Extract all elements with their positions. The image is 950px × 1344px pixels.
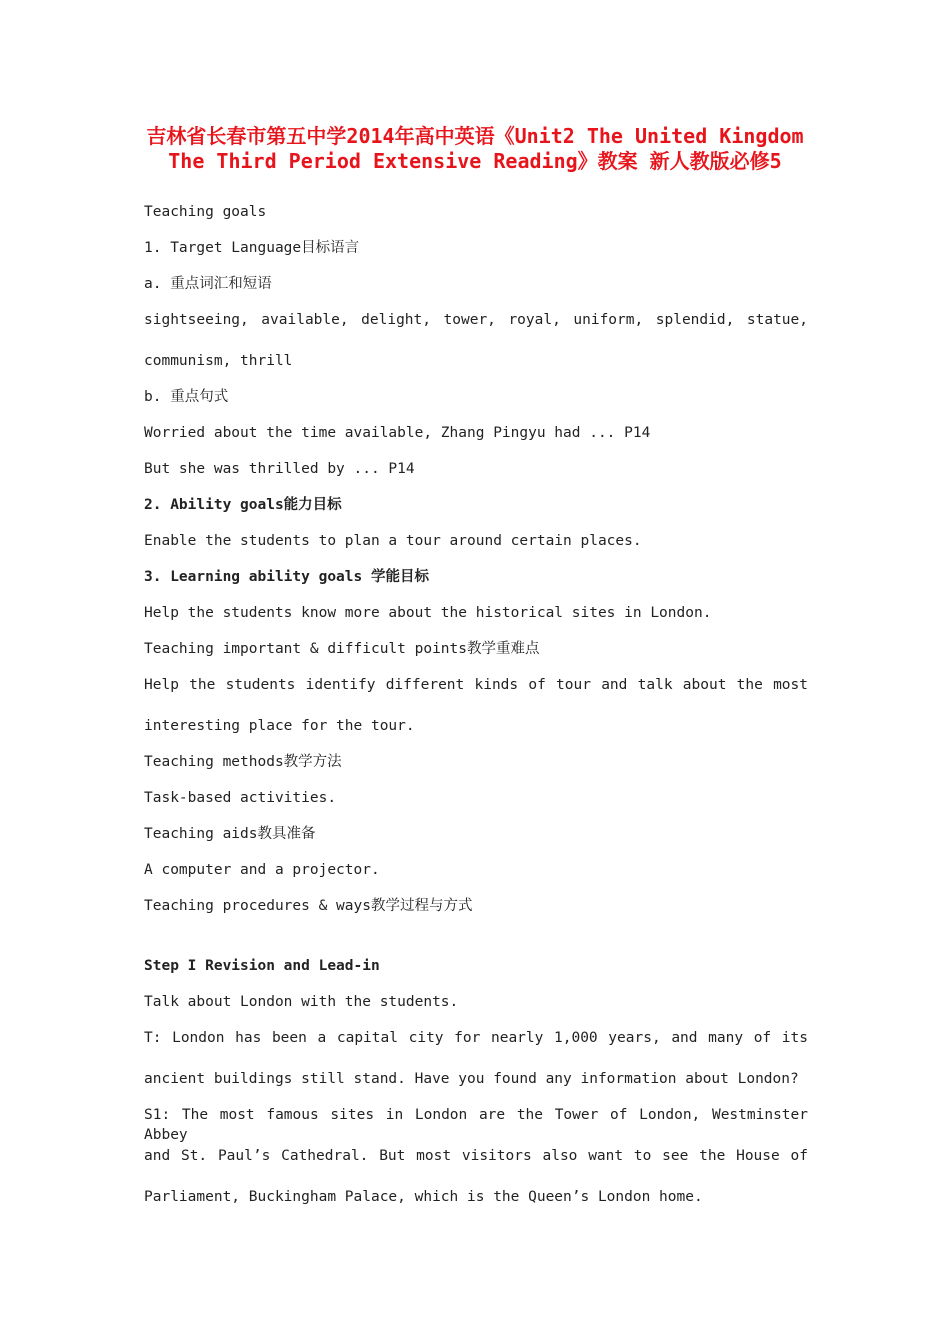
heading-target-language: 1. Target Language目标语言 (144, 240, 360, 256)
student-line-3: Parliament, Buckingham Palace, which is the Queen’s London home. (144, 1189, 703, 1205)
step-1-intro: Talk about London with the students. (144, 994, 459, 1010)
sentence-pattern-2: But she was thrilled by ... P14 (144, 461, 415, 477)
heading-teaching-aids: Teaching aids教具准备 (144, 826, 316, 842)
document-title: 吉林省长春市第五中学2014年高中英语《Unit2 The United Kingdom The Third Period Extensive Reading》教案 新人教版必修5 (146, 124, 804, 173)
teacher-line-2: ancient buildings still stand. Have you found any information about London? (144, 1071, 799, 1087)
teaching-aids-text: A computer and a projector. (144, 862, 380, 878)
subheading-vocabulary: a. 重点词汇和短语 (144, 276, 272, 292)
heading-ability-goals: 2. Ability goals能力目标 (144, 497, 342, 513)
student-line-2: and St. Paul’s Cathedral. But most visitors also want to see the House of (144, 1148, 808, 1164)
learning-ability-text: Help the students know more about the historical sites in London. (144, 605, 712, 621)
heading-important-points: Teaching important & difficult points教学重难点 (144, 641, 540, 657)
ability-goals-text: Enable the students to plan a tour around certain places. (144, 533, 642, 549)
heading-teaching-procedures: Teaching procedures & ways教学过程与方式 (144, 898, 473, 914)
heading-teaching-goals: Teaching goals (144, 204, 267, 220)
student-line-1: S1: The most famous sites in London are the Tower of London, Westminster Abbey (144, 1107, 808, 1143)
teacher-line-1: T: London has been a capital city for nearly 1,000 years, and many of its (144, 1030, 808, 1046)
subheading-sentence-patterns: b. 重点句式 (144, 389, 229, 405)
heading-teaching-methods: Teaching methods教学方法 (144, 754, 342, 770)
heading-learning-ability-goals: 3. Learning ability goals 学能目标 (144, 569, 429, 585)
heading-step-1: Step I Revision and Lead-in (144, 958, 380, 974)
important-points-text-continued: interesting place for the tour. (144, 718, 415, 734)
teaching-methods-text: Task-based activities. (144, 790, 337, 806)
important-points-text: Help the students identify different kinds of tour and talk about the most (144, 677, 808, 693)
vocabulary-list-continued: communism, thrill (144, 353, 293, 369)
sentence-pattern-1: Worried about the time available, Zhang Pingyu had ... P14 (144, 425, 651, 441)
vocabulary-list: sightseeing, available, delight, tower, royal, uniform, splendid, statue, (144, 312, 808, 328)
